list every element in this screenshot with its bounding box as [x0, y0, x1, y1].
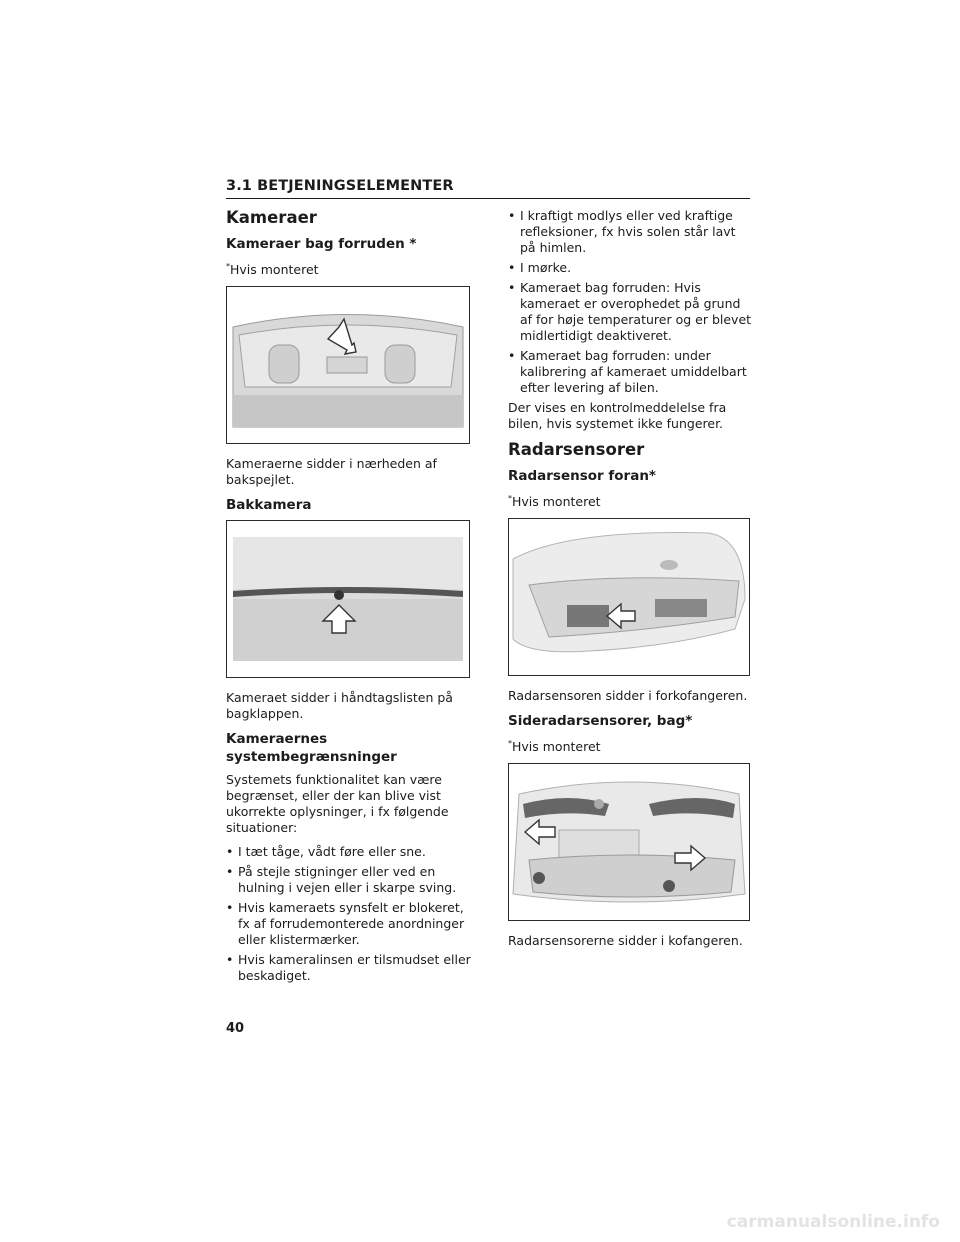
radar-heading: Radarsensorer [508, 440, 645, 459]
rear-radar-illustration [509, 764, 749, 920]
watermark-text: carmanualsonline.info [726, 1212, 940, 1232]
rear-radar-caption: Radarsensorerne sidder i kofangeren. [508, 933, 743, 948]
cameras-heading: Kameraer [226, 208, 317, 227]
windshield-camera-illustration [227, 287, 469, 443]
camera-limitations-intro: Systemets funktionalitet kan være begrænset, eller der kan blive vist ukorrekte oplysninger, i fx følgende situationer: [226, 772, 449, 835]
reverse-camera-heading: Bakkamera [226, 497, 312, 513]
section-title: 3.1 BETJENINGSELEMENTER [226, 178, 454, 194]
list-item: • Kameraet bag forruden: Hvis kameraet er overophedet på grund af for høje temperaturer og er blevet midlertidigt deaktiveret. [508, 280, 752, 344]
list-item: • Hvis kameralinsen er tilsmudset eller beskadiget. [226, 952, 474, 984]
list-item: • I tæt tåge, vådt føre eller sne. [226, 844, 474, 860]
fitted-note: *Hvis monteret [508, 739, 601, 754]
list-item: • I mørke. [508, 260, 752, 276]
fitted-note: *Hvis monteret [508, 494, 601, 509]
rear-side-radar-heading: Sideradarsensorer, bag* [508, 713, 693, 729]
fitted-note: *Hvis monteret [226, 262, 319, 277]
page-number: 40 [226, 1021, 245, 1036]
right-column [508, 208, 752, 957]
windshield-camera-figure [226, 286, 470, 444]
fitted-note-text: Hvis monteret [230, 262, 319, 277]
left-column [226, 208, 474, 988]
watermark-logo [642, 1208, 942, 1234]
windshield-camera-caption: Kameraerne sidder i nærheden af bakspejlet. [226, 456, 437, 487]
system-warning-text: Der vises en kontrolmeddelelse fra bilen, hvis systemet ikke fungerer. [508, 400, 727, 431]
list-item: • På stejle stigninger eller ved en hulning i vejen eller i skarpe sving. [226, 864, 474, 896]
fitted-note-text: Hvis monteret [512, 739, 601, 754]
reverse-camera-caption: Kameraet sidder i håndtagslisten på bagklappen. [226, 690, 453, 721]
front-radar-illustration [509, 519, 749, 675]
list-item: • Kameraet bag forruden: under kalibrering af kameraet umiddelbart efter levering af bilen. [508, 348, 752, 396]
camera-limitations-heading: Kameraernes systembegrænsninger [226, 731, 397, 765]
front-radar-figure [508, 518, 750, 676]
list-item: • I kraftigt modlys eller ved kraftige refleksioner, fx hvis solen står lavt på himlen. [508, 208, 752, 256]
list-item: • Hvis kameraets synsfelt er blokeret, fx af forrudemonterede anordninger eller klistermærker. [226, 900, 474, 948]
reverse-camera-figure [226, 520, 470, 678]
section-header [226, 178, 750, 199]
reverse-camera-illustration [227, 521, 469, 677]
windshield-camera-heading: Kameraer bag forruden * [226, 236, 417, 252]
rear-radar-figure [508, 763, 750, 921]
front-radar-caption: Radarsensoren sidder i forkofangeren. [508, 688, 748, 703]
fitted-note-text: Hvis monteret [512, 494, 601, 509]
front-radar-heading: Radarsensor foran* [508, 468, 656, 484]
header-rule [226, 198, 750, 199]
